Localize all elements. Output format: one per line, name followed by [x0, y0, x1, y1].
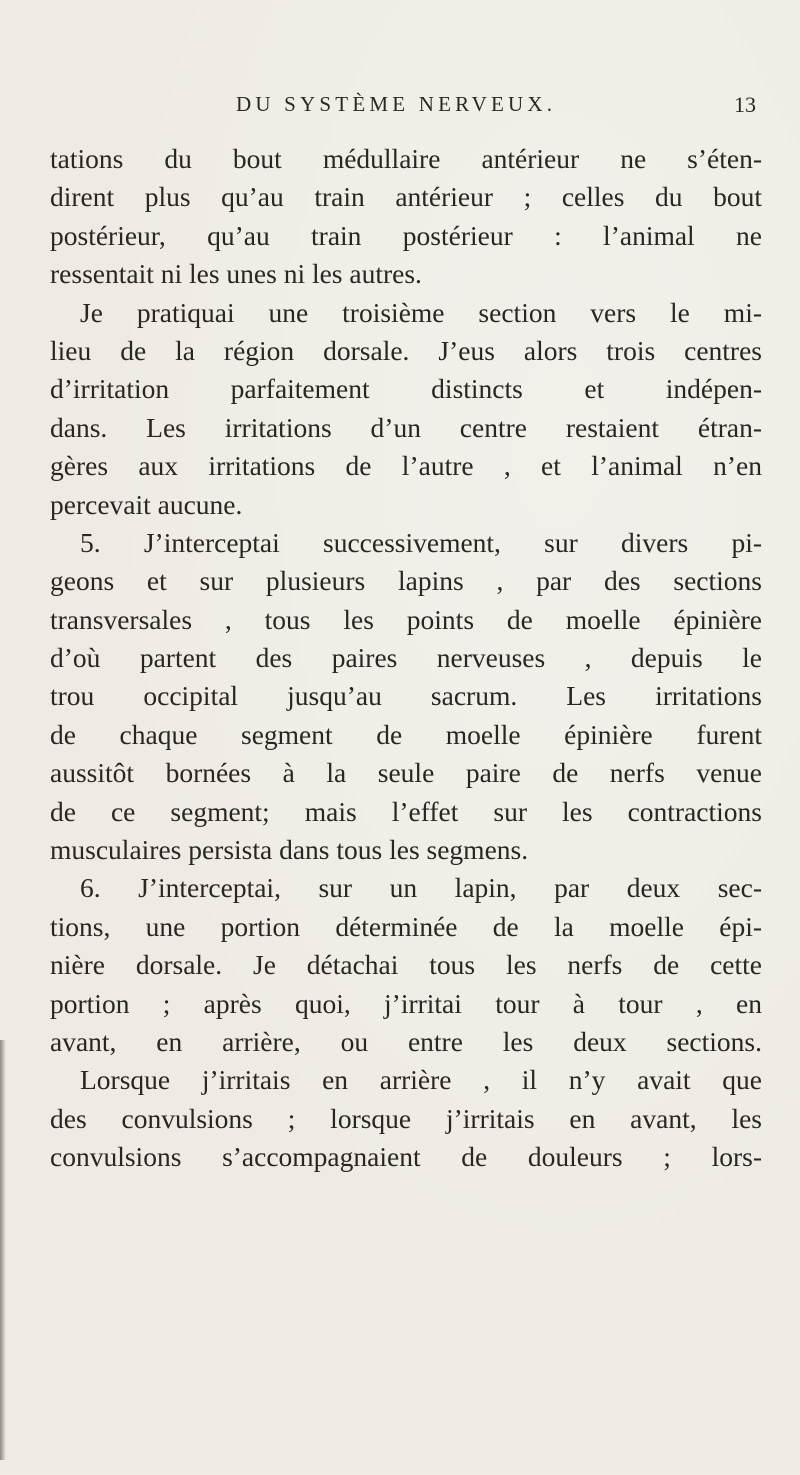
binding-shadow: [0, 1040, 6, 1460]
text-line: geons et sur plusieurs lapins , par des sections: [50, 565, 762, 597]
text-line: Lorsque j’irritais en arrière , il n’y avait que: [80, 1064, 762, 1096]
running-head: [0, 92, 800, 122]
text-line: des convulsions ; lorsque j’irritais en avant, les: [50, 1102, 762, 1134]
text-line: Je pratiquai une troisième section vers le mi-: [80, 296, 762, 328]
text-line: nière dorsale. Je détachai tous les nerfs de cette: [50, 949, 762, 981]
text-line: postérieur, qu’au train postérieur : l’animal ne: [50, 219, 762, 251]
text-line: d’où partent des paires nerveuses , depuis le: [50, 642, 762, 674]
text-line: dirent plus qu’au train antérieur ; celles du bout: [50, 181, 762, 213]
text-line: gères aux irritations de l’autre , et l’animal n’en: [50, 450, 762, 482]
text-line: de chaque segment de moelle épinière furent: [50, 718, 762, 750]
text-line: percevait aucune.: [50, 488, 243, 520]
page-number: 13: [734, 92, 756, 117]
text-line: 5. J’interceptai successivement, sur divers pi-: [80, 526, 762, 558]
text-line: musculaires persista dans tous les segmens.: [50, 834, 529, 866]
text-line: 6. J’interceptai, sur un lapin, par deux sec-: [80, 872, 762, 904]
text-line: de ce segment; mais l’effet sur les contractions: [50, 795, 762, 827]
running-title: DU SYSTÈME NERVEUX.: [236, 92, 557, 116]
text-line: portion ; après quoi, j’irritai tour à tour , en: [50, 987, 762, 1019]
body-text: [50, 140, 762, 1177]
text-line: trou occipital jusqu’au sacrum. Les irritations: [50, 680, 762, 712]
text-line: convulsions s’accompagnaient de douleurs ; lors-: [50, 1141, 762, 1173]
text-line: transversales , tous les points de moelle épinière: [50, 603, 762, 635]
text-line: aussitôt bornées à la seule paire de nerfs venue: [50, 757, 762, 789]
text-line: d’irritation parfaitement distincts et indépen-: [50, 373, 762, 405]
text-line: avant, en arrière, ou entre les deux sections.: [50, 1025, 762, 1057]
text-line: lieu de la région dorsale. J’eus alors trois centres: [50, 334, 762, 366]
text-line: dans. Les irritations d’un centre restaient étran-: [50, 411, 762, 443]
text-line: tions, une portion déterminée de la moelle épi-: [50, 910, 762, 942]
text-line: ressentait ni les unes ni les autres.: [50, 258, 422, 290]
text-line: tations du bout médullaire antérieur ne s’éten-: [50, 143, 762, 174]
